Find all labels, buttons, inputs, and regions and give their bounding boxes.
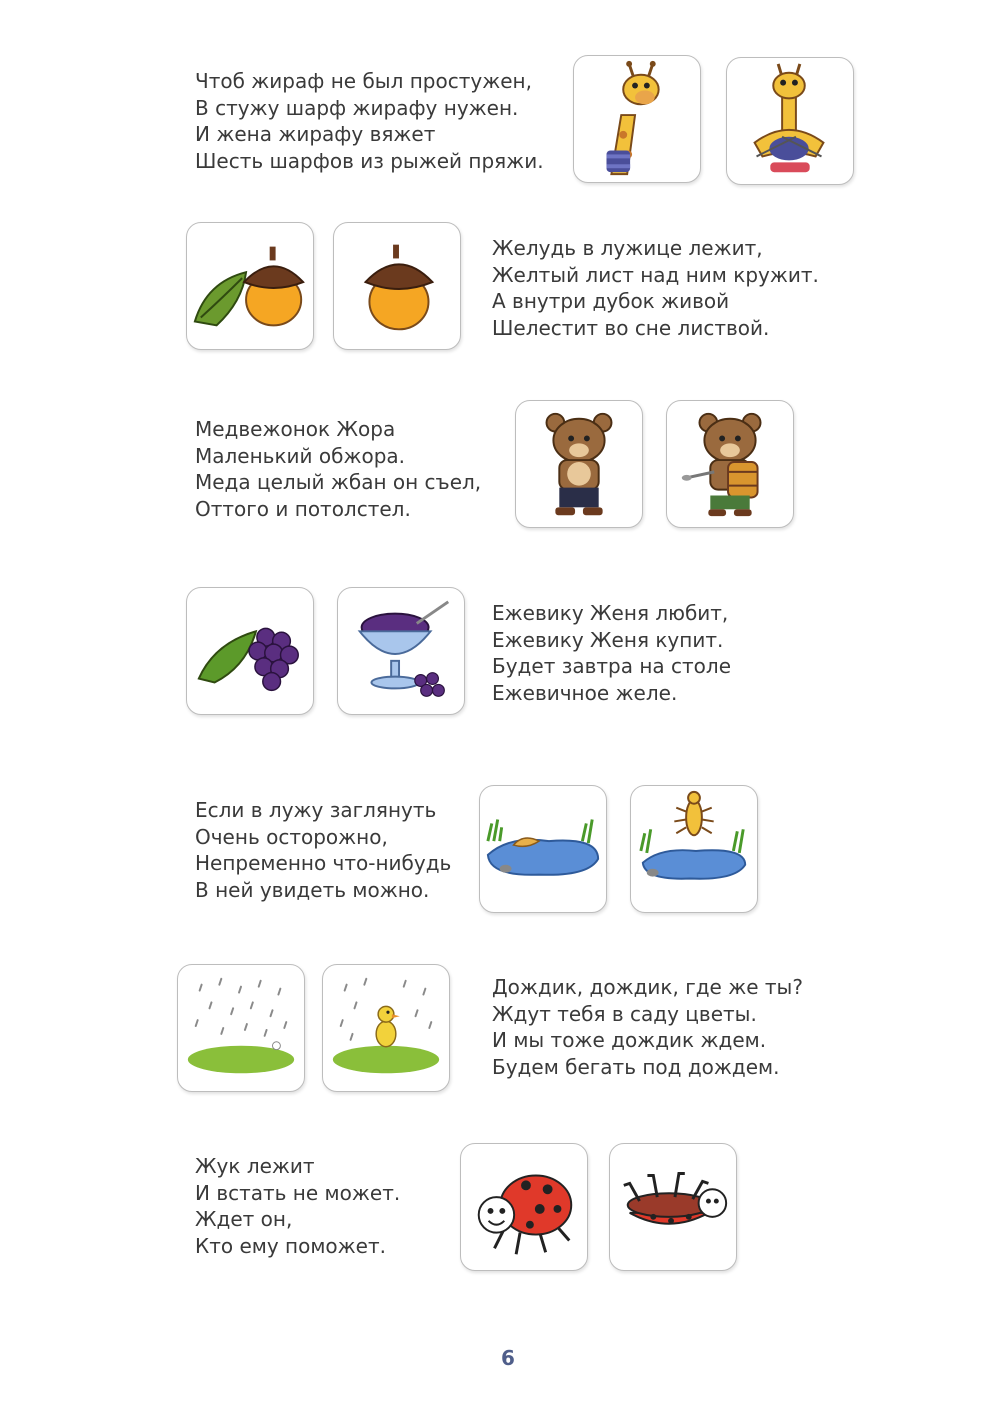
ladybug-on-back-card bbox=[609, 1143, 737, 1271]
poem-line: Если в лужу заглянуть bbox=[195, 798, 437, 822]
poem-line: Шелестит во сне листвой. bbox=[492, 315, 770, 340]
poem-line: Ежевичное желе. bbox=[492, 680, 678, 705]
poem-line: Кто ему поможет. bbox=[195, 1233, 386, 1258]
poem-bear bbox=[195, 416, 481, 522]
poem-line: В стужу шарф жирафу нужен. bbox=[195, 95, 519, 120]
poem-line: Ежевику Женя любит, bbox=[492, 601, 729, 625]
rain-on-lawn-card bbox=[177, 964, 305, 1092]
poem-beetle bbox=[195, 1153, 400, 1259]
poem-line: Оттого и потолстел. bbox=[195, 496, 411, 521]
poem-line: И жена жирафу вяжет bbox=[195, 122, 436, 146]
poem-line: Меда целый жбан он съел, bbox=[195, 470, 482, 494]
rain-with-duckling-icon bbox=[323, 965, 449, 1091]
poem-line: Жук лежит bbox=[195, 1154, 315, 1178]
bear-cub-card bbox=[515, 400, 643, 528]
poem-line: Шесть шарфов из рыжей пряжи. bbox=[195, 148, 544, 173]
poem-line: И встать не может. bbox=[195, 1180, 401, 1205]
poem-blackberry bbox=[492, 600, 731, 706]
poem-line: Будем бегать под дождем. bbox=[492, 1054, 780, 1079]
page-number: 6 bbox=[501, 1346, 515, 1370]
acorn-with-leaf-icon bbox=[187, 223, 313, 349]
bear-cub-icon bbox=[516, 401, 642, 527]
acorn-with-leaf-card bbox=[186, 222, 314, 350]
giraffe-with-scarf-icon bbox=[574, 56, 700, 182]
puddle-icon bbox=[480, 786, 606, 912]
poem-line: Ждет он, bbox=[195, 1207, 293, 1231]
poem-line: Маленький обжора. bbox=[195, 443, 406, 468]
giraffe-knitting-icon bbox=[727, 58, 853, 184]
poem-line: А внутри дубок живой bbox=[492, 289, 730, 313]
poem-puddle bbox=[195, 797, 451, 903]
acorn-icon bbox=[334, 223, 460, 349]
puddle-with-bug-card bbox=[630, 785, 758, 913]
rain-with-duckling-card bbox=[322, 964, 450, 1092]
poem-line: Непременно что-нибудь bbox=[195, 851, 452, 875]
poem-line: Чтоб жираф не был простужен, bbox=[195, 69, 532, 93]
rain-on-lawn-icon bbox=[178, 965, 304, 1091]
blackberry-with-leaf-icon bbox=[187, 588, 313, 714]
poem-line: Дождик, дождик, где же ты? bbox=[492, 975, 803, 999]
ladybug-icon bbox=[461, 1144, 587, 1270]
puddle-with-bug-icon bbox=[631, 786, 757, 912]
ladybug-card bbox=[460, 1143, 588, 1271]
poem-line: В ней увидеть можно. bbox=[195, 877, 430, 902]
poem-line: Медвежонок Жора bbox=[195, 417, 396, 441]
poem-line: И мы тоже дождик ждем. bbox=[492, 1028, 767, 1052]
blackberry-jelly-icon bbox=[338, 588, 464, 714]
poem-giraffe bbox=[195, 68, 544, 174]
ladybug-on-back-icon bbox=[610, 1144, 736, 1270]
acorn-card bbox=[333, 222, 461, 350]
poem-line: Желудь в лужице лежит, bbox=[492, 236, 763, 260]
blackberry-with-leaf-card bbox=[186, 587, 314, 715]
poem-rain bbox=[492, 974, 803, 1080]
blackberry-jelly-card bbox=[337, 587, 465, 715]
poem-line: Желтый лист над ним кружит. bbox=[492, 262, 819, 287]
poem-line: Будет завтра на столе bbox=[492, 654, 731, 678]
poem-line: Ждут тебя в саду цветы. bbox=[492, 1001, 757, 1026]
poem-acorn bbox=[492, 235, 819, 341]
puddle-card bbox=[479, 785, 607, 913]
giraffe-knitting-card bbox=[726, 57, 854, 185]
bear-cub-eating-honey-card bbox=[666, 400, 794, 528]
bear-cub-eating-honey-icon bbox=[667, 401, 793, 527]
poem-line: Ежевику Женя купит. bbox=[492, 627, 724, 652]
giraffe-with-scarf-card bbox=[573, 55, 701, 183]
poem-line: Очень осторожно, bbox=[195, 824, 388, 849]
